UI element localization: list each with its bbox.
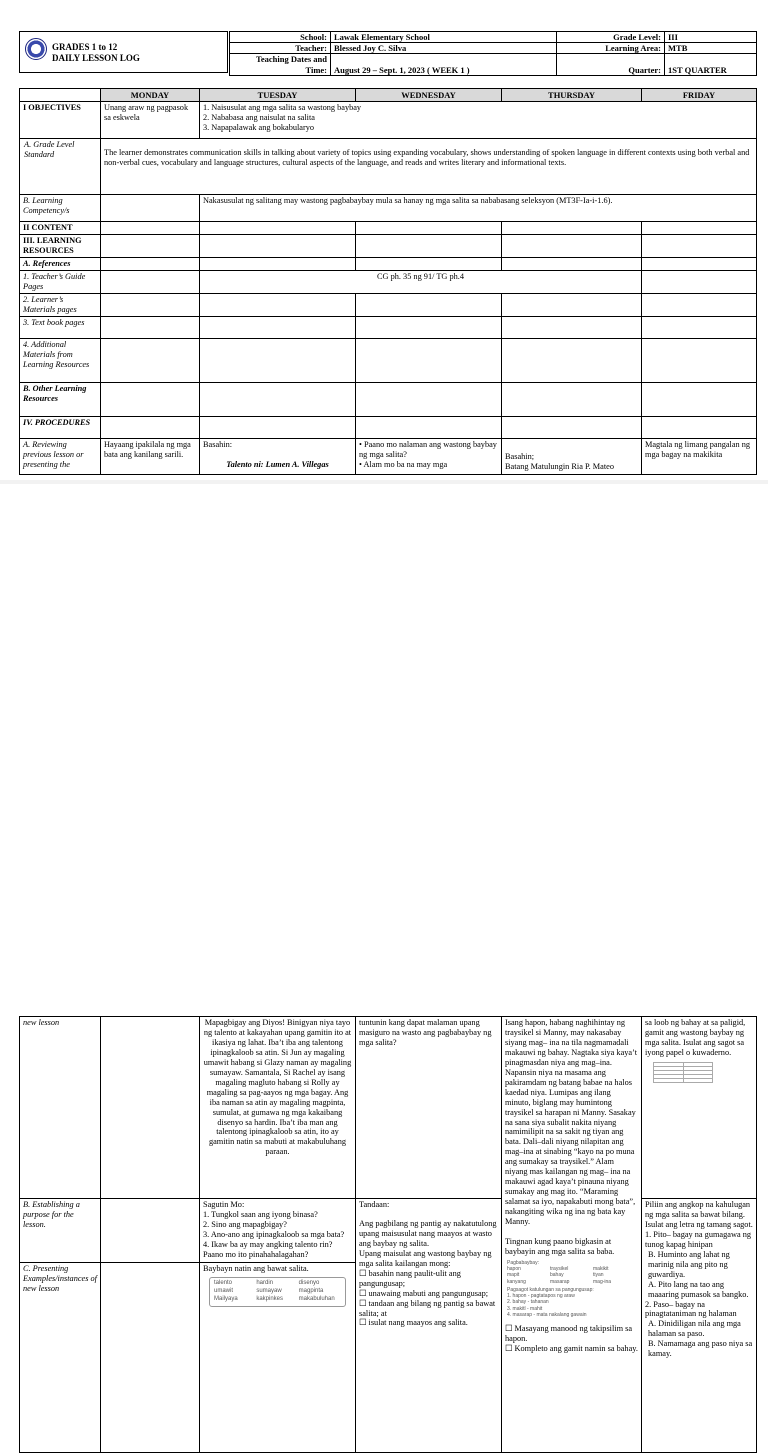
learning-area-label: Learning Area: (557, 43, 665, 54)
reviewing-label-cont: new lesson (20, 1017, 101, 1199)
friday-answer-table-image (653, 1062, 713, 1083)
other-resources-row (20, 382, 757, 416)
establishing-friday (642, 1199, 757, 1453)
lesson-log-page-2 (0, 484, 768, 1359)
word-box-word: disenyo (298, 1279, 320, 1286)
other-resources-label: B. Other Learning Resources (20, 382, 101, 416)
thursday-story-title: Batang Matulungin Ria P. Mateo (505, 461, 615, 471)
wednesday-bullet: • Paano mo nalaman ang wastong baybay ng mga salita? (359, 439, 497, 459)
learners-materials-label: 2. Learner’s Materials pages (20, 294, 101, 317)
dates-value: August 29 – Sept. 1, 2023 ( WEEK 1 ) (331, 54, 557, 76)
wednesday-bullet-cont: tuntunin kang dapat malaman upang masiguro na wasto ang pagbabaybay ng mga salita? (356, 1017, 502, 1199)
procedures-label: IV. PROCEDURES (20, 416, 101, 438)
presenting-tuesday (200, 1263, 356, 1453)
objectives-row (20, 102, 757, 139)
grade-level-value: III (665, 32, 757, 43)
school-label: School: (230, 32, 331, 43)
presenting-tuesday-title: Baybayn natin ang bawat salita. (203, 1264, 309, 1273)
friday-exercise-item: A. Pito lang na tao ang maaaring pumasok sa bangko. (648, 1279, 749, 1299)
wednesday-bullet: • Alam mo ba na may mga (359, 459, 448, 469)
worksheet-word: tiyan (593, 1272, 604, 1279)
learners-materials-row (20, 294, 757, 317)
word-box-word: hardin (256, 1279, 274, 1286)
friday-exercise-item: 1. Pito– bagay na gumagawa ng tunog kapag hinipan (645, 1229, 751, 1249)
wednesday-check-item: ☐ tandaan ang bilang ng pantig sa bawat salita; at (359, 1298, 496, 1318)
objective-item: 3. Napapalawak ang bokabularyo (203, 123, 315, 133)
teachers-guide-row (20, 271, 757, 294)
thursday-check-item: ☐ Masayang manood ng takipsilim sa hapon. (505, 1324, 633, 1344)
dates-label-line1: Teaching Dates and (255, 54, 327, 65)
worksheet-question: 4. masarap - mata nakalang gawain (507, 1311, 587, 1318)
quarter-label: Quarter: (557, 54, 665, 76)
word-box-word: makabuluhan (298, 1296, 335, 1303)
day-tuesday: TUESDAY (200, 89, 356, 102)
worksheet-question: 3. makitl - mahit (507, 1305, 543, 1312)
deped-seal-icon (25, 38, 47, 60)
worksheet-question-title: Pagsagot katulungan sa pangungusap: (507, 1286, 594, 1293)
question-item: 2. Sino ang mapagbigay? (203, 1219, 287, 1229)
worksheet-word: bahay (550, 1272, 564, 1279)
references-label: A. References (20, 258, 101, 271)
teachers-guide-label: 1. Teacher’s Guide Pages (20, 271, 101, 294)
wednesday-check-item: ☐ basahin nang paulit-ulit ang pangungusap; (359, 1268, 461, 1288)
wednesday-check-item: ☐ unawaing mabuti ang pangungusap; (359, 1288, 489, 1298)
lesson-table-part1 (19, 88, 757, 475)
question-item: 3. Ano-ano ang ipinagkaloob sa mga bata? (203, 1229, 345, 1239)
content-label: II CONTENT (20, 222, 101, 235)
procedures-row (20, 416, 757, 438)
presenting-label: C. Presenting Examples/instances of new lesson (20, 1263, 101, 1453)
logo-title-line1: GRADES 1 to 12 (52, 42, 118, 52)
worksheet-words (507, 1266, 636, 1285)
dates-label (230, 54, 331, 76)
day-header-row (20, 89, 757, 102)
worksheet-question: 2. bahay - tahanan (507, 1299, 549, 1306)
thursday-story: Isang hapon, habang naghihintay ng traysikel si Manny, may nakasabay siyang mag– ina na tila nagmamadali makauwi ng bahay. Nagtaka siya kaya’t pinagmasdan niya ang mag–ina. Napansin niya na masama ang pakiramdam ng batang babae na halos kaedad niya. Lumipas ang ilang minuto, biglang may humintong traysikel sa harapan ni Manny. Sasakay na sana siya subalit nakita niyang namimilipit na sa sakit ng tiyan ang bata. Dali–dali niyang nilapitan ang mag–ina at sinabing “kayo na po muna ang sumakay sa traysikel.” Alam niyang mas kailangan ng mag– ina na makauwi agad kaya’t pinauna niyang sumakay ang mag ito. “Maraming salamat sa iyo, napakabuti mong bata”, nakangiting wika ng ina ng bata kay Manny. (505, 1018, 638, 1227)
wednesday-check-item: ☐ isulat nang maayos ang salita. (359, 1318, 468, 1328)
worksheet-word: kanyang (507, 1278, 526, 1285)
objectives-label: I OBJECTIVES (20, 102, 101, 139)
objectives-monday: Unang araw ng pagpasok sa eskwela (101, 102, 200, 139)
reviewing-monday: Hayaang ipakilala ng mga bata ang kanilang sarili. (101, 438, 200, 474)
resources-label: III. LEARNING RESOURCES (20, 235, 101, 258)
reviewing-row-part2 (20, 1017, 757, 1199)
reviewing-friday: Magtala ng limang pangalan ng mga bagay na makikita (642, 438, 757, 474)
grade-standard-text: The learner demonstrates communication skills in talking about variety of topics using expanding vocabulary, shows understanding of spoken language in different contexts using both verbal and non-verbal cues, vocabulary and language structures, cultural aspects of the language, and reads and writes literary and informational texts. (101, 139, 757, 195)
word-box-image (209, 1277, 346, 1307)
friday-exercise-item: B. Namamaga ang paso niya sa kamay. (648, 1339, 753, 1359)
word-box-word: kakpinkes (256, 1296, 284, 1303)
reviewing-label: A. Reviewing previous lesson or presenting the (20, 438, 101, 474)
competency-label: B. Learning Competency/s (20, 195, 101, 222)
competency-row (20, 195, 757, 222)
day-wednesday: WEDNESDAY (356, 89, 502, 102)
additional-materials-label: 4. Additional Materials from Learning Resources (20, 338, 101, 382)
content-row (20, 222, 757, 235)
establishing-label: B. Establishing a purpose for the lesson. (20, 1199, 101, 1263)
objectives-tuesday (200, 102, 757, 139)
wednesday-remember-text: Upang maisulat ang wastong baybay ng mga salita kailangan mong: (359, 1248, 492, 1268)
establishing-tuesday-title: Sagutin Mo: (203, 1200, 245, 1209)
grade-standard-row (20, 139, 757, 195)
quarter-value: 1ST QUARTER (665, 54, 757, 76)
textbook-label: 3. Text book pages (20, 316, 101, 338)
teachers-guide-text: CG ph. 35 ng 91/ TG ph.4 (200, 271, 642, 294)
friday-exercise-item: A. Dinidiligan nila ang mga halaman sa paso. (648, 1319, 741, 1339)
establishing-row (20, 1199, 757, 1263)
word-box-word: Mailyaya (214, 1296, 238, 1303)
friday-exercise-item: B. Huminto ang lahat ng marinig nila ang pito ng guwardiya. (648, 1249, 730, 1279)
friday-exercise-title: Piliin ang angkop na kahulugan ng mga salita sa bawat bilang. Isulat ang letra ng tamang sagot. (645, 1200, 753, 1229)
friday-exercise-item: 2. Paso– bagay na pinagtataniman ng halaman (645, 1299, 737, 1319)
wednesday-remember-title: Tandaan: (359, 1200, 390, 1209)
word-box-word: magpinta (298, 1288, 324, 1295)
day-friday: FRIDAY (642, 89, 757, 102)
word-box-word: talento (214, 1279, 233, 1286)
dates-label-line2: Time: (305, 64, 327, 75)
reviewing-thursday (502, 438, 642, 474)
establishing-tuesday (200, 1199, 356, 1263)
worksheet-title: Pagbabaybay: (507, 1259, 539, 1266)
additional-materials-row (20, 338, 757, 382)
question-item: 4. Ikaw ba ay may angking talento rin? Paano mo ito pinahahalagahan? (203, 1239, 333, 1259)
school-value: Lawak Elementary School (331, 32, 557, 43)
reviewing-tuesday-title: Basahin: (203, 439, 233, 449)
worksheet-word: hapon (507, 1266, 521, 1273)
word-box-word: sumayaw (256, 1288, 282, 1295)
thursday-worksheet-image (507, 1260, 636, 1318)
word-box-word: umawit (214, 1288, 234, 1295)
header-info-table (229, 31, 757, 76)
worksheet-question: 1. hapon - pagtatapos ng araw (507, 1293, 575, 1300)
objective-item: 1. Naisusulat ang mga salita sa wastong baybay (203, 103, 362, 113)
thursday-instruction: Tingnan kung paano bigkasin at baybayin ang mga salita sa baba. (505, 1237, 615, 1256)
logo-block (19, 31, 228, 73)
friday-instruction: sa loob ng bahay at sa paligid, gamit ang wastong baybay ng mga salita. Isulat ang sagot sa iyong papel o kuwaderno. (645, 1018, 746, 1057)
grade-level-label: Grade Level: (557, 32, 665, 43)
worksheet-word: makikit (593, 1266, 609, 1273)
reviewing-tuesday (200, 438, 356, 474)
reviewing-row-part1 (20, 438, 757, 474)
establishing-wednesday (356, 1199, 502, 1453)
objective-item: 2. Nababasa ang naisulat na salita (203, 113, 315, 123)
grade-standard-label: A. Grade Level Standard (20, 139, 101, 195)
day-monday: MONDAY (101, 89, 200, 102)
references-row (20, 258, 757, 271)
competency-text: Nakasusulat ng salitang may wastong pagbabaybay mula sa hanay ng mga salita sa nababasang seleksyon (MT3F-Ia-i-1.6). (200, 195, 757, 222)
learning-area-value: MTB (665, 43, 757, 54)
worksheet-word: mapit (507, 1272, 520, 1279)
resources-row (20, 235, 757, 258)
thursday-check-item: ☐ Kompleto ang gamit namin sa bahay. (505, 1344, 638, 1354)
lesson-log-page-1 (0, 0, 768, 480)
day-thursday: THURSDAY (502, 89, 642, 102)
teacher-value: Blessed Joy C. Silva (331, 43, 557, 54)
wednesday-remember-text: Ang pagbilang ng pantig ay nakatutulong upang maisusulat nang maayos at wasto ang baybay ng salita. (359, 1218, 497, 1248)
logo-title-line2: DAILY LESSON LOG (52, 53, 140, 63)
thursday-story-cell (502, 1017, 642, 1453)
tuesday-story: Mapagbigay ang Diyos! Binigyan niya tayo ng talento at kakayahan upang gamitin ito at ikasiya ng lahat. Iba’t iba ang talentong ipinagkaloob sa atin. Si Jun ay magaling umawit habang si Glazy naman ay magaling sumayaw. Samantala, Si Rachel ay isang magaling magluto habang si Rolly ay magaling sa pag-aayos ng mga bagay. Ang iba naman sa atin ay magaling magpinta, sumulat, at gumawa ng mga kakaibang disenyo sa hardin. Iba’t iba man ang talentong ipinagkaloob sa atin, ito ay gamitin natin sa mabuti at makabuluhang paraan. (200, 1017, 356, 1199)
question-item: 1. Tungkol saan ang iyong binasa? (203, 1209, 318, 1219)
reviewing-friday-cont (642, 1017, 757, 1199)
lesson-table-part2 (19, 1016, 757, 1453)
reviewing-wednesday (356, 438, 502, 474)
worksheet-word: traysikel (550, 1266, 569, 1273)
textbook-row (20, 316, 757, 338)
worksheet-word: mag-ina (593, 1278, 612, 1285)
reviewing-thursday-title: Basahin; (505, 451, 535, 461)
worksheet-word: masarap (550, 1278, 570, 1285)
story-title: Talento ni: Lumen A. Villegas (226, 459, 329, 469)
teacher-label: Teacher: (230, 43, 331, 54)
